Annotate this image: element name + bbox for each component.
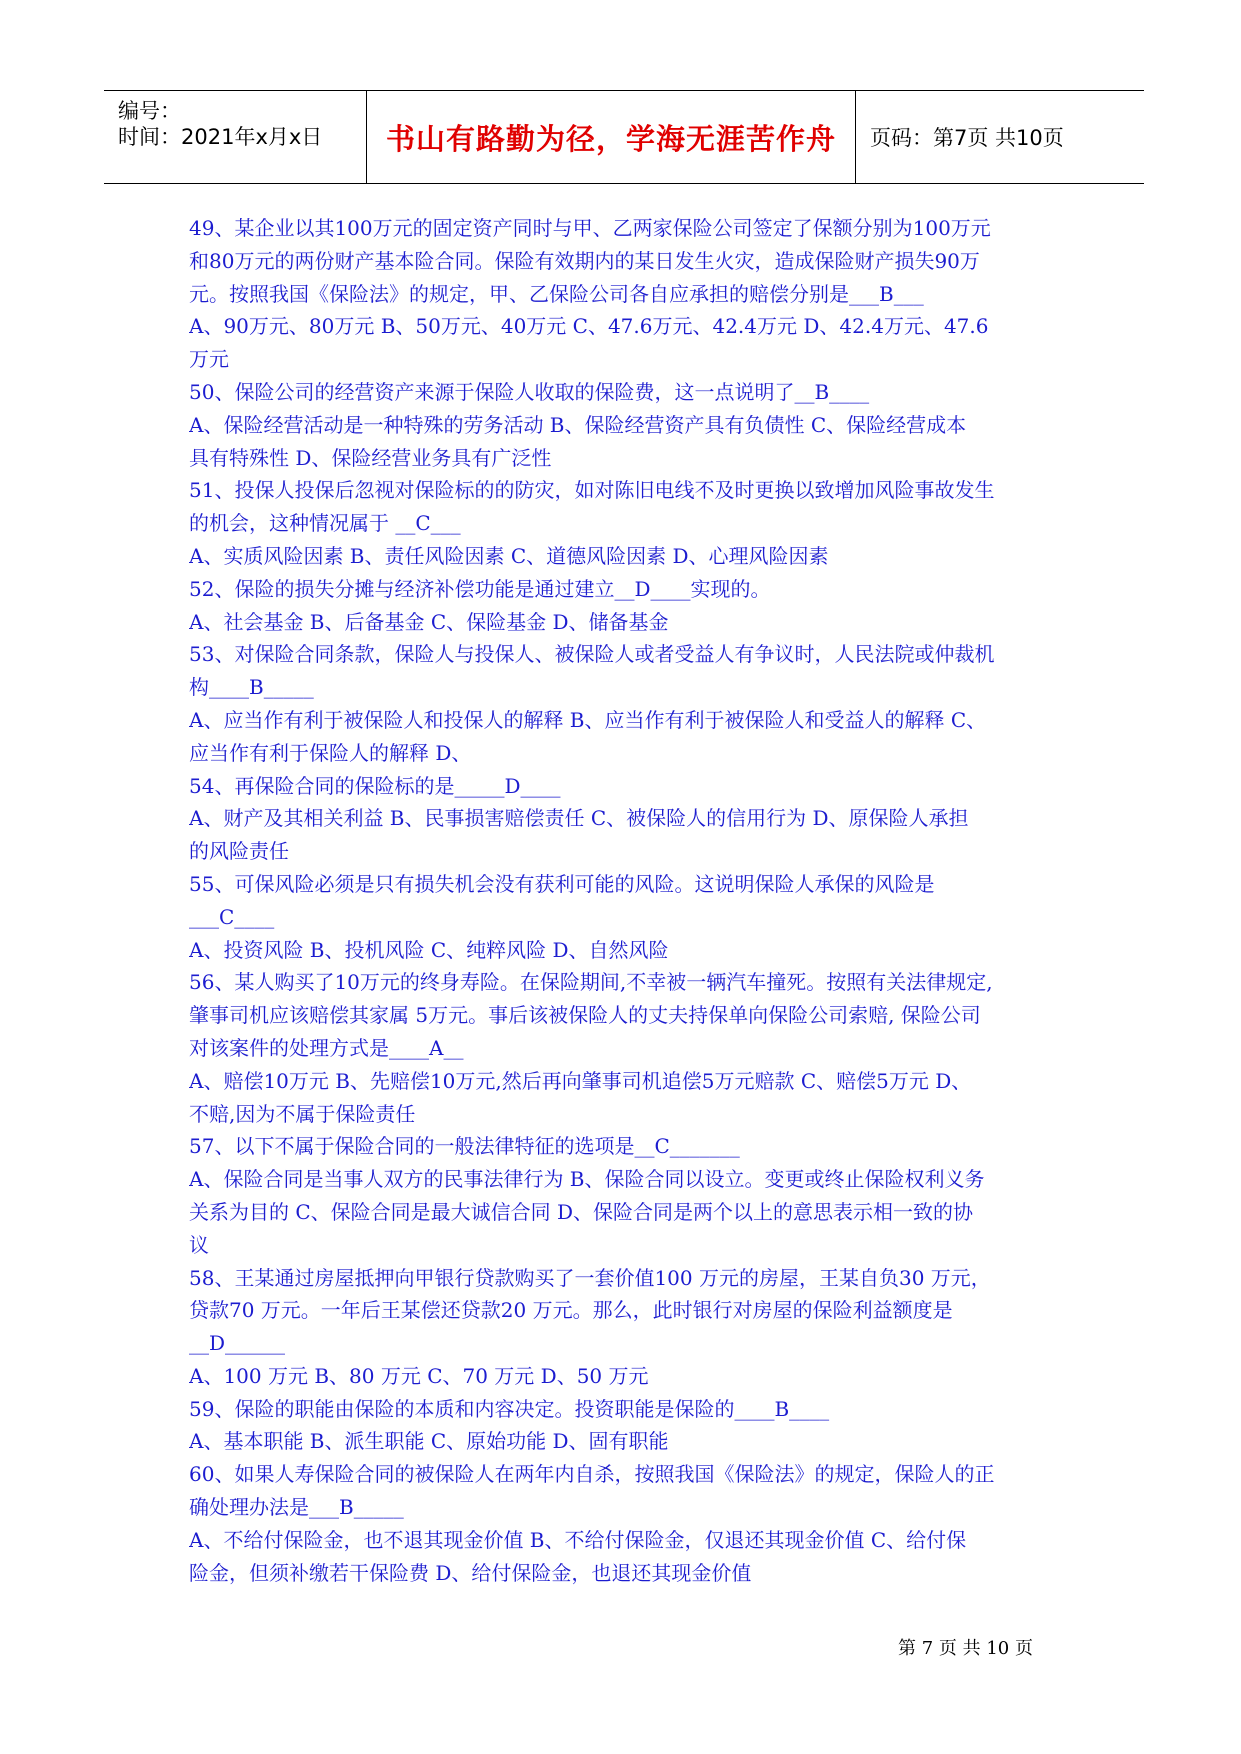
- text-line: A、基本职能 B、派生职能 C、原始功能 D、固有职能: [189, 1429, 669, 1454]
- text-line: 应当作有利于保险人的解释 D、: [189, 740, 472, 765]
- text-line: 议: [189, 1232, 209, 1257]
- header-page-cell: [856, 91, 1144, 183]
- page-header: [104, 90, 1144, 184]
- text-line: 万元: [189, 347, 229, 372]
- page-footer: 第 7 页 共 10 页: [898, 1638, 1033, 1659]
- text-line: A、90万元、80万元 B、50万元、40万元 C、47.6万元、42.4万元 D、42.4万元、47.6: [189, 314, 989, 339]
- question-content: [189, 212, 1069, 1589]
- page-number-label: 页码：第7页 共10页: [870, 126, 1064, 150]
- text-line: 的风险责任: [189, 839, 289, 864]
- text-line: A、社会基金 B、后备基金 C、保险基金 D、储备基金: [189, 609, 669, 634]
- text-line: 和80万元的两份财产基本险合同。保险有效期内的某日发生火灾，造成保险财产损失90万: [189, 248, 980, 273]
- text-line: A、不给付保险金，也不退其现金价值 B、不给付保险金，仅退还其现金价值 C、给付保: [189, 1527, 967, 1552]
- text-line: 59、保险的职能由保险的本质和内容决定。投资职能是保险的____B____: [189, 1396, 830, 1421]
- text-line: A、应当作有利于被保险人和投保人的解释 B、应当作有利于被保险人和受益人的解释 C、: [189, 707, 987, 732]
- text-line: ___C____: [189, 904, 275, 929]
- text-line: 54、再保险合同的保险标的是_____D____: [189, 773, 561, 798]
- text-line: A、投资风险 B、投机风险 C、纯粹风险 D、自然风险: [189, 937, 669, 962]
- text-line: A、100 万元 B、80 万元 C、70 万元 D、50 万元: [189, 1363, 649, 1388]
- text-line: 不赔,因为不属于保险责任: [189, 1101, 416, 1126]
- text-line: A、财产及其相关利益 B、民事损害赔偿责任 C、被保险人的信用行为 D、原保险人承担: [189, 806, 969, 831]
- text-line: 具有特殊性 D、保险经营业务具有广泛性: [189, 445, 552, 470]
- text-line: 对该案件的处理方式是____A__: [189, 1035, 464, 1060]
- text-line: 的机会，这种情况属于 __C___: [189, 511, 461, 536]
- text-line: A、实质风险因素 B、责任风险因素 C、道德风险因素 D、心理风险因素: [189, 543, 829, 568]
- text-line: 56、某人购买了10万元的终身寿险。在保险期间,不幸被一辆汽车撞死。按照有关法律规定,: [189, 970, 993, 995]
- motto-text: 书山有路勤为径，学海无涯苦作舟: [385, 121, 836, 156]
- text-line: 55、可保风险必须是只有损失机会没有获利可能的风险。这说明保险人承保的风险是: [189, 871, 935, 896]
- text-line: 52、保险的损失分摊与经济补偿功能是通过建立__D____实现的。: [189, 576, 771, 601]
- text-line: 57、以下不属于保险合同的一般法律特征的选项是__C_______: [189, 1134, 740, 1159]
- time-label: 时间：2021年x月x日: [118, 125, 323, 149]
- text-line: A、赔偿10万元 B、先赔偿10万元,然后再向肇事司机追偿5万元赔款 C、赔偿5万元 D、: [189, 1068, 972, 1093]
- text-line: 贷款70 万元。一年后王某偿还贷款20 万元。那么，此时银行对房屋的保险利益额度是: [189, 1298, 953, 1323]
- text-line: 53、对保险合同条款，保险人与投保人、被保险人或者受益人有争议时，人民法院或仲裁机: [189, 642, 995, 667]
- text-line: 险金，但须补缴若干保险费 D、给付保险金，也退还其现金价值: [189, 1560, 752, 1585]
- text-line: 关系为目的 C、保险合同是最大诚信合同 D、保险合同是两个以上的意思表示相一致的协: [189, 1199, 974, 1224]
- text-line: 确处理办法是___B_____: [189, 1495, 404, 1520]
- text-line: 构____B_____: [189, 675, 314, 700]
- header-motto-cell: [366, 91, 856, 183]
- text-line: 50、保险公司的经营资产来源于保险人收取的保险费，这一点说明了__B____: [189, 379, 870, 404]
- text-line: __D______: [189, 1331, 286, 1356]
- text-line: 60、如果人寿保险合同的被保险人在两年内自杀，按照我国《保险法》的规定，保险人的正: [189, 1462, 995, 1487]
- text-line: 肇事司机应该赔偿其家属 5万元。事后该被保险人的丈夫持保单向保险公司索赔, 保险公司: [189, 1003, 981, 1028]
- text-line: 49、某企业以其100万元的固定资产同时与甲、乙两家保险公司签定了保额分别为100万元: [189, 216, 991, 240]
- text-line: A、保险合同是当事人双方的民事法律行为 B、保险合同以设立。变更或终止保险权利义务: [189, 1167, 985, 1192]
- text-line: 元。按照我国《保险法》的规定，甲、乙保险公司各自应承担的赔偿分别是___B___: [189, 281, 924, 306]
- text-line: A、保险经营活动是一种特殊的劳务活动 B、保险经营资产具有负债性 C、保险经营成本: [189, 412, 967, 437]
- number-label: 编号：: [118, 99, 181, 123]
- text-line: 58、王某通过房屋抵押向甲银行贷款购买了一套价值100 万元的房屋，王某自负30 万元，: [189, 1265, 991, 1290]
- text-line: 51、投保人投保后忽视对保险标的的防灾，如对陈旧电线不及时更换以致增加风险事故发生: [189, 478, 995, 503]
